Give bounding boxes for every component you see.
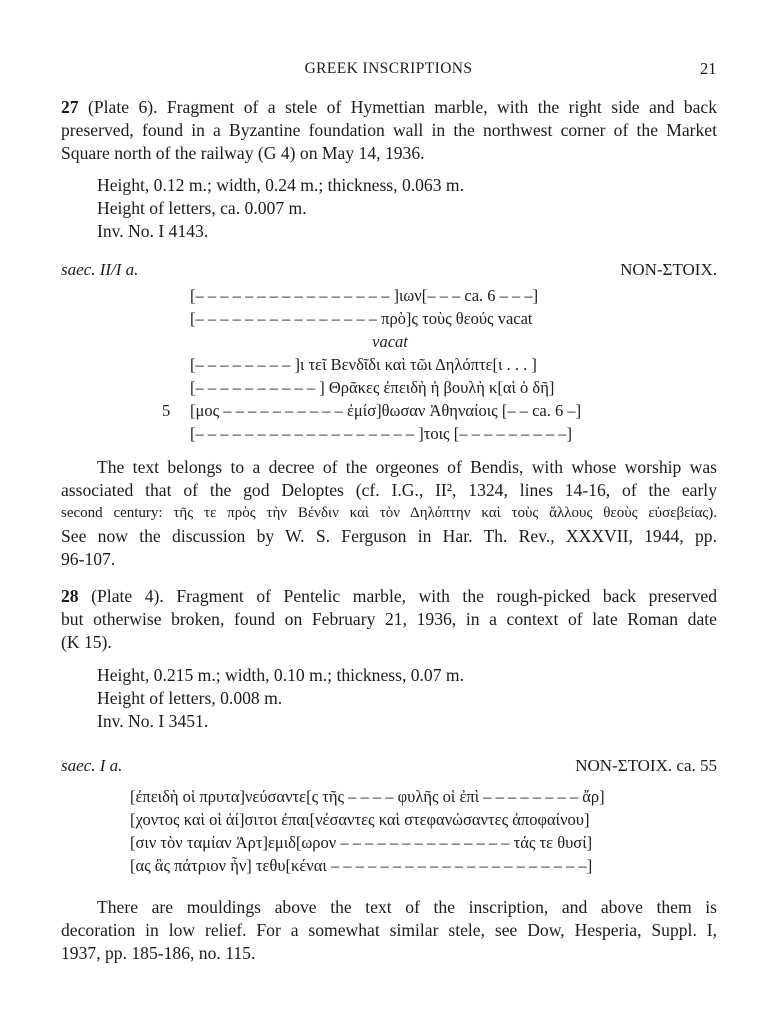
line-number: 5 [162,401,171,420]
entry-28-intro-line-1: 28 (Plate 4). Fragment of Pentelic marble, with the rough-picked back preserved [61,586,717,606]
inscription-vacat: vacat [372,332,408,351]
entry-28-number: 28 [61,586,79,606]
commentary-line: decoration in low relief. For a somewhat similar stele, see Dow, Hesperia, Suppl. I, [61,920,717,940]
commentary-line: 96-107. [61,549,116,569]
entry-27-intro [61,96,717,165]
inscription-line: [– – – – – – – – – – – – – – – πρὸ]ς τοὺς θεούς vacat [190,309,533,328]
entry-28-measurements [97,664,464,733]
entry-28-style: NON-ΣΤΟΙΧ. ca. 55 [575,756,717,775]
inscription-line: [– – – – – – – – – – – – – – – – – – ]τοις [– – – – – – – – –] [190,424,572,443]
entry-27-intro-line-3: Square north of the railway (G 4) on May 14, 1936. [61,143,425,163]
entry-28-date: saec. I a. [61,756,123,775]
entry-27-intro-line-2: preserved, found in a Byzantine foundation wall in the northwest corner of the Market [61,120,717,140]
inscription-line: [σιν τὸν ταμίαν Ἀρτ]εμιδ[ωρον – – – – – – – – – – – – – – τάς τε θυσί] [130,833,593,852]
entry-27-intro-line-1: 27 (Plate 6). Fragment of a stele of Hymettian marble, with the right side and back [61,97,717,117]
page-number: 21 [700,59,717,78]
commentary-line: The text belongs to a decree of the orgeones of Bendis, with whose worship was [97,457,717,477]
commentary-line: second century: τῆς τε πρὸς τὴν Βένδιν καὶ τὸν Δηλόπτην καὶ τοὺς ἄλλους θεοὺς εὐσεβείας). [61,505,717,521]
inscription-line: [– – – – – – – – – – – – – – – – ]ιων[– – – ca. 6 – – –] [190,286,539,305]
entry-28-commentary [61,896,717,965]
commentary-line: There are mouldings above the text of the inscription, and above them is [97,897,717,917]
entry-27-dimensions: Height, 0.12 m.; width, 0.24 m.; thickness, 0.063 m. [97,175,465,195]
entry-28-intro-line-2: but otherwise broken, found on February 21, 1936, in a context of late Roman date [61,609,717,629]
entry-27-measurements [97,174,464,243]
running-header: GREEK INSCRIPTIONS [304,60,473,77]
entry-27-date: saec. II/I a. [61,260,139,279]
commentary-line: 1937, pp. 185-186, no. 115. [61,943,256,963]
entry-27-inscription [162,284,590,445]
entry-28-inventory: Inv. No. I 3451. [97,711,209,731]
inscription-line: [χοντος καὶ οἱ ἀί]σιτοι ἐπαι[νέσαντες καὶ στεφανώσαντες ἀποφαίνου] [130,810,590,829]
entry-27-inventory: Inv. No. I 4143. [97,221,209,241]
inscription-line: [– – – – – – – – ]ι τεῖ Βενδῖδι καὶ τῶι Δηλόπτε[ι . . . ] [190,355,537,374]
commentary-line: See now the discussion by W. S. Ferguson in Har. Th. Rev., XXXVII, 1944, pp. [61,526,717,546]
inscription-line: [ας ἃς πάτριον ἦν] τεθυ[κέναι – – – – – – – – – – – – – – – – – – – – –] [130,856,593,875]
entry-27-letter-height: Height of letters, ca. 0.007 m. [97,198,307,218]
entry-28-intro-line-3: (K 15). [61,632,112,652]
inscription-line: [– – – – – – – – – – ] Θρᾶκες ἐπειδὴ ἡ βουλὴ κ[αὶ ὁ δῆ] [190,378,555,397]
entry-27-commentary [61,456,717,571]
commentary-line: associated that of the god Deloptes (cf. I.G., II², 1324, lines 14-16, of the early [61,480,717,500]
inscription-line: [ἐπειδὴ οἱ πρυτα]νεύσαντε[ς τῆς – – – – φυλῆς οἱ ἐπὶ – – – – – – – – ἄρ] [130,787,605,806]
entry-28-dimensions: Height, 0.215 m.; width, 0.10 m.; thickness, 0.07 m. [97,665,465,685]
entry-28-intro [61,585,717,654]
entry-28-inscription [130,785,650,877]
entry-28-letter-height: Height of letters, 0.008 m. [97,688,283,708]
entry-27-style: NON-ΣΤΟΙΧ. [620,260,717,279]
entry-27-number: 27 [61,97,79,117]
inscription-line-5: 5 [μος – – – – – – – – – – ἐμίσ]θωσαν Ἀθηναίοις [– – ca. 6 –] [162,401,582,420]
